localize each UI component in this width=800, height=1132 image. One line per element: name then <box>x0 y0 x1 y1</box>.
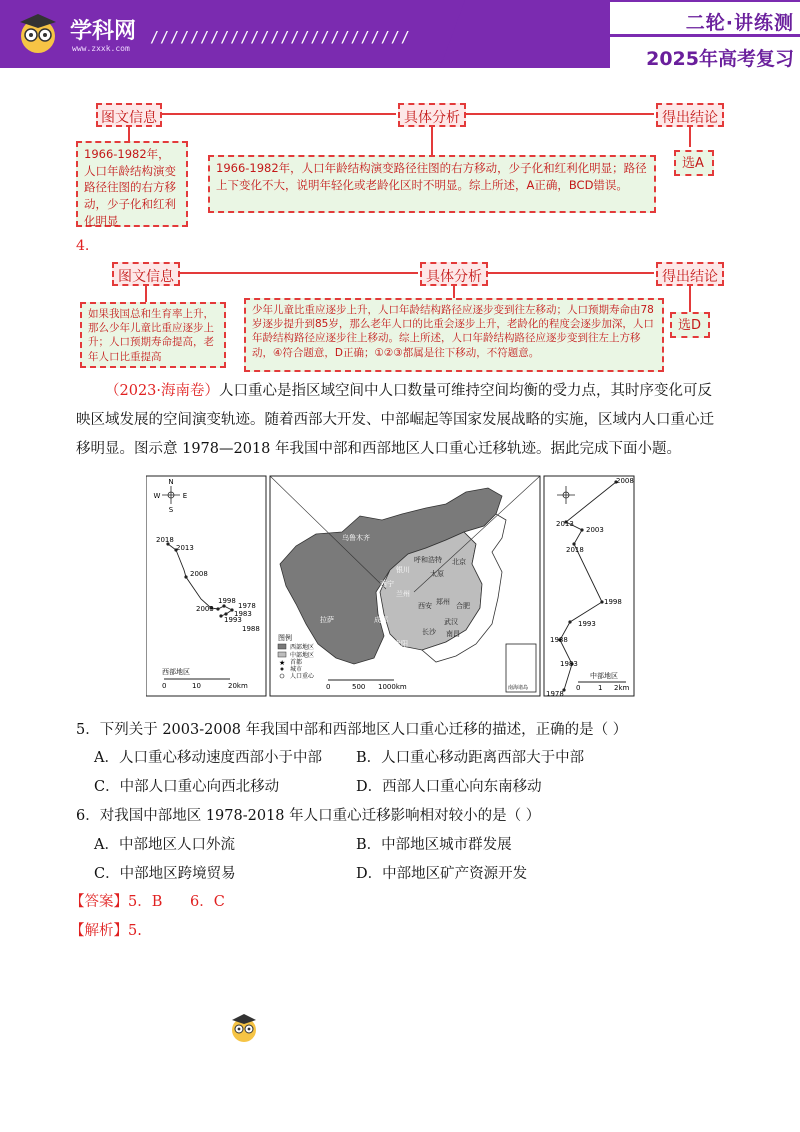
flow-info-box: 1966-1982年，人口年龄结构演变路径往图的右方移动，少子化和红利化明显 <box>76 141 188 227</box>
logo-text: 学科网 <box>70 19 137 44</box>
central-year-2018: 2018 <box>566 546 584 554</box>
analysis-text: 5. <box>128 923 142 939</box>
question-number: 4. <box>76 238 90 254</box>
legend-title: 图例 <box>278 634 292 642</box>
city-label: 乌鲁木齐 <box>342 534 370 542</box>
west-year-1993: 1993 <box>224 616 242 624</box>
city-label: 长沙 <box>422 628 436 636</box>
flow-arrow <box>466 113 654 115</box>
central-year-2003: 2003 <box>586 526 604 534</box>
flow-arrow <box>488 272 654 274</box>
west-panel-title: 西部地区 <box>162 668 190 676</box>
west-year-1998: 1998 <box>218 597 236 605</box>
flow-analysis-box: 1966-1982年，人口年龄结构演变路径往图的右方移动，少子化和红利化明显；路径上下变化不大，说明年轻化或老龄化区时不明显。综上所述，A正确，BCD错误。 <box>208 155 656 213</box>
q5-stem: 5．下列关于 2003-2008 年我国中部和西部地区人口重心迁移的描述，正确的是（ ） <box>76 722 628 738</box>
flow-arrow <box>178 272 418 274</box>
passage <box>76 377 726 464</box>
map-scale-1000: 1000km <box>378 683 407 691</box>
legend-city: 城市 <box>290 666 303 673</box>
west-year-1978: 1978 <box>238 602 256 610</box>
compass-n: N <box>168 478 174 486</box>
flow-header-info: 图文信息 <box>112 262 180 286</box>
answer-text: 5．B 6．C <box>128 894 225 910</box>
central-panel <box>544 476 634 696</box>
central-scale-0: 0 <box>576 684 581 692</box>
flow-conclusion-box: 选A <box>674 150 714 176</box>
flow-connector <box>689 286 691 312</box>
series-tag: 二轮·讲练测 <box>685 12 794 34</box>
city-label: 成都 <box>374 616 388 624</box>
answer-label: 【答案】 <box>70 894 128 910</box>
flow-header-analysis: 具体分析 <box>398 103 466 127</box>
answer <box>70 890 225 911</box>
flow-arrow <box>160 113 396 115</box>
central-year-1993: 1993 <box>578 620 596 628</box>
flow-info-box: 如果我国总和生育率上升，那么少年儿童比重应逐步上升；人口预期寿命提高，老年人口比重提高 <box>80 302 226 368</box>
q6-option-b: B．中部地区城市群发展 <box>356 837 512 853</box>
flow-header-analysis: 具体分析 <box>420 262 488 286</box>
city-label: 拉萨 <box>320 616 334 624</box>
central-year-2008: 2008 <box>616 477 634 485</box>
analysis <box>70 919 142 940</box>
population-center-figure <box>146 474 636 700</box>
owl-footer-icon <box>230 1012 258 1044</box>
flow-connector <box>128 127 130 141</box>
west-scale-10: 10 <box>192 682 201 690</box>
map-scale-0: 0 <box>326 683 331 691</box>
city-label: 南昌 <box>446 630 460 638</box>
flow-header-conclusion: 得出结论 <box>656 262 724 286</box>
central-scale-2: 2km <box>614 684 630 692</box>
city-label: 合肥 <box>456 602 470 610</box>
central-year-2013: 2013 <box>556 520 574 528</box>
central-year-1988: 1988 <box>550 636 568 644</box>
map-scale-500: 500 <box>352 683 366 691</box>
central-panel-title: 中部地区 <box>590 672 618 680</box>
logo-url: www.zxxk.com <box>72 44 130 53</box>
flow-connector <box>145 286 147 302</box>
city-label: 郑州 <box>436 598 450 606</box>
city-label: 银川 <box>396 566 410 574</box>
flow-header-info: 图文信息 <box>96 103 162 127</box>
inset-label: 南海诸岛 <box>508 685 529 691</box>
west-year-2018: 2018 <box>156 536 174 544</box>
west-year-2003: 2003 <box>196 605 214 613</box>
west-panel <box>146 476 266 696</box>
legend-central: 中部地区 <box>290 652 315 659</box>
year-tag: 2025年高考复习 <box>646 48 794 70</box>
passage-text: 人口重心是指区域空间中人口数量可维持空间均衡的受力点，其时序变化可反映区域发展的空间演变轨迹。随着西部大开发、中部崛起等国家发展战略的实施，区域内人口重心迁移明显。图示意 1978—2018 年我国中部和西部地区人口重心迁移轨迹。据此完成下面小题。 <box>76 383 714 457</box>
city-label: 西安 <box>418 602 432 610</box>
q5-option-d: D．西部人口重心向东南移动 <box>356 779 542 795</box>
city-label: 贵阳 <box>394 640 408 648</box>
svg-text:★: ★ <box>279 659 286 667</box>
legend-center: 人口重心 <box>290 673 315 680</box>
city-label: 武汉 <box>444 618 458 626</box>
compass-w: W <box>153 492 161 500</box>
compass-s: S <box>168 506 174 514</box>
flow-connector <box>431 127 433 155</box>
central-year-1978: 1978 <box>546 690 564 698</box>
analysis-label: 【解析】 <box>70 923 128 939</box>
q6-option-c: C．中部地区跨境贸易 <box>94 866 236 882</box>
central-scale-1: 1 <box>598 684 603 692</box>
west-scale-0: 0 <box>162 682 167 690</box>
flow-header-conclusion: 得出结论 <box>656 103 724 127</box>
city-label: 北京 <box>452 558 466 566</box>
flow-connector <box>453 286 455 298</box>
flow-analysis-box: 少年儿童比重应逐步上升，人口年龄结构路径应逐步变到往左移动；人口预期寿命由78岁逐步提升到85岁，那么老年人口的比重会逐步上升，老龄化的程度会逐步加深，人口年龄结构路径应逐步往上移动。综上所述，人口年龄结构路径应逐步变到往左上方移动，④符合题意，D正确；①②③都属是往下移动，不符题意。 <box>244 298 664 372</box>
city-label: 呼和浩特 <box>414 556 442 564</box>
west-year-2008: 2008 <box>190 570 208 578</box>
q6-option-d: D．中部地区矿产资源开发 <box>356 866 528 882</box>
flow-connector <box>689 127 691 147</box>
q5-option-a: A．人口重心移动速度西部小于中部 <box>94 750 322 766</box>
q6-stem: 6．对我国中部地区 1978-2018 年人口重心迁移影响相对较小的是（ ） <box>76 808 541 824</box>
west-year-1983: 1983 <box>234 610 252 618</box>
q5-option-b: B．人口重心移动距离西部大于中部 <box>356 750 585 766</box>
q6-option-a: A．中部地区人口外流 <box>94 837 235 853</box>
header-decoration: ////////////////////////// <box>150 28 411 46</box>
city-label: 兰州 <box>396 590 410 598</box>
west-year-1988: 1988 <box>242 625 260 633</box>
west-year-2013: 2013 <box>176 544 194 552</box>
west-scale-20: 20km <box>228 682 248 690</box>
legend-capital: 首都 <box>290 659 303 666</box>
passage-source: （2023·海南卷） <box>105 383 220 399</box>
q5-option-c: C．中部人口重心向西北移动 <box>94 779 280 795</box>
central-year-1998: 1998 <box>604 598 622 606</box>
flow-conclusion-box: 选D <box>670 312 710 338</box>
central-year-1983: 1983 <box>560 660 578 668</box>
legend-west: 西部地区 <box>290 644 315 651</box>
city-label: 太原 <box>430 570 444 578</box>
city-label: 南宁 <box>414 656 428 664</box>
city-label: 西宁 <box>380 580 394 588</box>
compass-e: E <box>182 492 188 500</box>
